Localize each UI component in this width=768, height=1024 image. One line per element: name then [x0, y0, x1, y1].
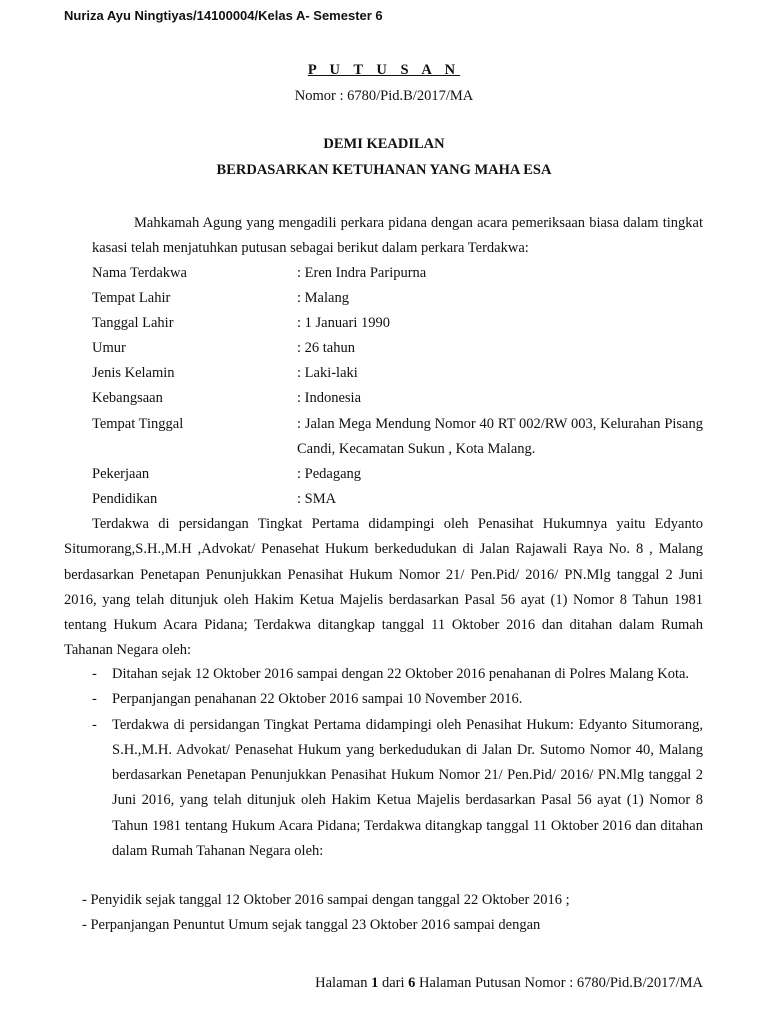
- info-value: : 1 Januari 1990: [297, 315, 391, 332]
- footer-page-total: 6: [408, 975, 416, 991]
- info-label: Pendidikan: [92, 490, 158, 507]
- info-label: Jenis Kelamin: [92, 365, 175, 382]
- info-row-tempat-lahir: [92, 286, 703, 311]
- info-row-jenis-kelamin: [92, 361, 703, 386]
- info-value: : 26 tahun: [297, 340, 355, 357]
- list-item: [92, 662, 703, 687]
- info-label: Nama Terdakwa: [92, 265, 187, 281]
- info-row-pekerjaan: [92, 462, 703, 487]
- info-value: : Laki-laki: [297, 365, 358, 382]
- page-footer: [315, 975, 703, 992]
- terdakwa-paragraph: Terdakwa di persidangan Tingkat Pertama didampingi oleh Penasihat Hukumnya yaitu Edyanto Situmorang,S.H.,M.H ,Advokat/ Penasehat Hukum berkedudukan di Jalan Rajawali Raya No. 8 , Malang berdasarkan Penetapan Penunjukkan Penasihat Hukum Nomor 21/ Pen.Pid/ 2016/ PN.Mlg tanggal 2 Juni 2016, yang telah ditunjuk oleh Hakim Ketua Majelis berdasarkan Pasal 56 ayat (1) Nomor 8 Tahun 1981 tentang Hukum Acara Pidana; Terdakwa ditangkap tanggal 11 Oktober 2016 dan ditahan dalam Rumah Tahanan Negara oleh:: [64, 516, 703, 659]
- list-item: - Penyidik sejak tanggal 12 Oktober 2016 sampai dengan tanggal 22 Oktober 2016 ;: [82, 892, 570, 908]
- list-item-text: Ditahan sejak 12 Oktober 2016 sampai dengan 22 Oktober 2016 penahanan di Polres Malang Kota.: [112, 666, 690, 682]
- info-row-umur: [92, 336, 703, 361]
- footer-dari: dari: [381, 975, 405, 991]
- info-value: : SMA: [297, 490, 337, 507]
- document-title: P U T U S A N: [307, 62, 461, 78]
- info-label: Pekerjaan: [92, 465, 150, 482]
- list-item-text: Terdakwa di persidangan Tingkat Pertama didampingi oleh Penasihat Hukum: Edyanto Situmorang, S.H.,M.H. Advokat/ Penasehat Hukum yang berkedudukan di Jalan Dr. Sutomo Nomor 40, Malang berdasarkan Penetapan Penunjukkan Penasihat Hukum Nomor 21/ Pen.Pid/ 2016/ PN.Mlg tanggal 2 Juni 2016, yang telah ditunjuk oleh Hakim Ketua Majelis berdasarkan Pasal 56 ayat (1) Nomor 8 Tahun 1981 tentang Hukum Acara Pidana; Terdakwa ditangkap tanggal 11 Oktober 2016 dan ditahan dalam Rumah Tahanan Negara oleh:: [112, 716, 703, 860]
- info-value: : Indonesia: [297, 390, 362, 407]
- list-item: - Perpanjangan Penuntut Umum sejak tanggal 23 Oktober 2016 sampai dengan: [82, 917, 541, 934]
- info-label: Tempat Tinggal: [92, 415, 184, 432]
- info-row-tanggal-lahir: [92, 311, 703, 336]
- list-item-text: Perpanjangan penahanan 22 Oktober 2016 sampai 10 November 2016.: [112, 691, 523, 708]
- info-value: : Jalan Mega Mendung Nomor 40 RT 002/RW 003, Kelurahan Pisang Candi, Kecamatan Sukun , Kota Malang.: [297, 415, 703, 457]
- footer-halaman: Halaman: [315, 975, 368, 991]
- list-item: [92, 713, 703, 865]
- footer-suffix: Halaman Putusan Nomor : 6780/Pid.B/2017/MA: [419, 975, 703, 991]
- dash-bullet: -: [92, 716, 97, 733]
- document-header: Nuriza Ayu Ningtiyas/14100004/Kelas A- Semester 6: [64, 8, 383, 23]
- dash-bullet: -: [92, 666, 97, 682]
- info-row-tempat-tinggal: [92, 412, 703, 462]
- info-row-pendidikan: [92, 487, 703, 512]
- heading-berdasarkan: BERDASARKAN KETUHANAN YANG MAHA ESA: [216, 162, 552, 178]
- info-value: : Eren Indra Paripurna: [297, 265, 427, 281]
- list-item: [92, 687, 703, 712]
- info-label: Kebangsaan: [92, 390, 163, 407]
- case-number: Nomor : 6780/Pid.B/2017/MA: [294, 88, 474, 104]
- detention-list: [92, 662, 703, 864]
- defendant-info-table: [92, 261, 703, 512]
- heading-demi-keadilan: DEMI KEADILAN: [323, 136, 445, 152]
- footer-page-current: 1: [371, 975, 379, 991]
- info-label: Tempat Lahir: [92, 290, 171, 307]
- intro-paragraph: Mahkamah Agung yang mengadili perkara pidana dengan acara pemeriksaan biasa dalam tingkat kasasi telah menjatuhkan putusan sebagai berikut dalam perkara Terdakwa:: [92, 215, 703, 257]
- info-label: Tanggal Lahir: [92, 315, 174, 332]
- dash-bullet: -: [92, 691, 97, 708]
- info-value: : Pedagang: [297, 465, 362, 482]
- detention-sublist: [82, 888, 703, 939]
- info-row-nama: [92, 261, 703, 286]
- info-value: : Malang: [297, 290, 349, 307]
- info-row-kebangsaan: [92, 386, 703, 411]
- info-label: Umur: [92, 340, 126, 357]
